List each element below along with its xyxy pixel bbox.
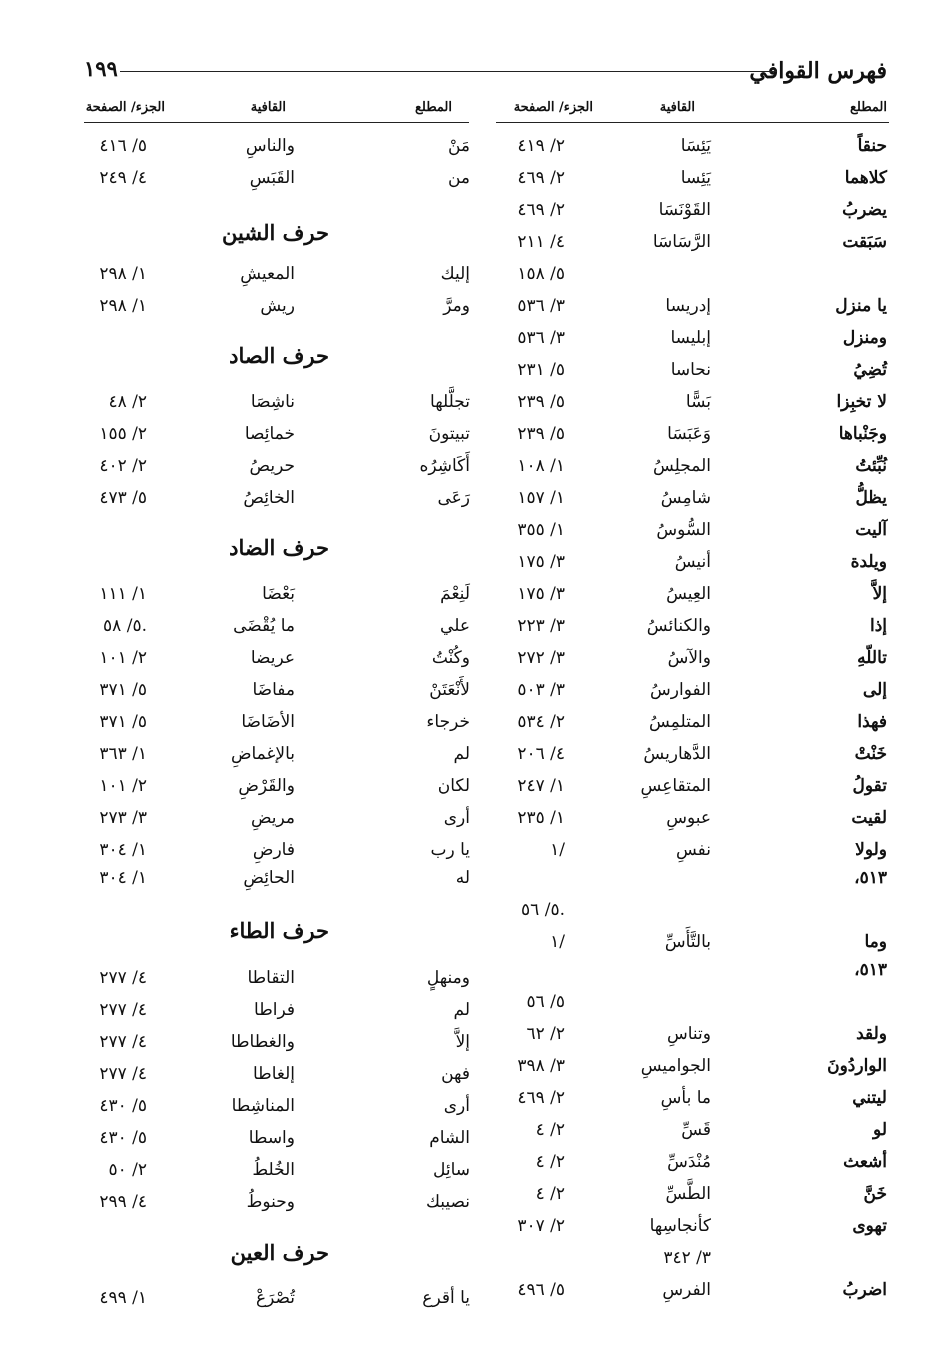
left-row-ref: ٢/ ٤٨ (108, 392, 147, 412)
left-row-qafiya: إلغاطا (253, 1064, 295, 1084)
left-row-matla: أرى (443, 1096, 470, 1116)
right-row-matla: إلى (862, 680, 887, 700)
right-row-ref: ٣/ ٣٩٨ (517, 1056, 565, 1076)
left-row-qafiya: الأضَاضَا (241, 712, 295, 732)
left-row-matla: تبيتونَ (428, 424, 470, 444)
left-row-matla: لم (453, 1000, 470, 1020)
page-number: ١٩٩ (84, 56, 118, 81)
right-row-qafiya: يَئِسا (680, 168, 711, 188)
left-row-matla: نصيبك (425, 1192, 470, 1212)
right-row-qafiya: الدَّهاريسُ (643, 744, 711, 764)
right-row-matla: تقولُ (852, 776, 887, 796)
right-row-qafiya: الطَّسِّ (665, 1184, 711, 1204)
left-row-ref: ٥/ ٣٧١ (99, 680, 147, 700)
left-row-ref: ١/ ٤٩٩ (99, 1288, 147, 1308)
right-row-matla: ويلدة (850, 552, 887, 572)
right-row-ref: ١/ (550, 932, 565, 952)
left-row-qafiya: والغطاطا (230, 1032, 295, 1052)
left-row-matla: له (455, 868, 470, 888)
right-row-matla: لقيت (851, 808, 887, 828)
left-row-matla: من (447, 168, 470, 188)
right-row-ref: ٢/ ٤ (535, 1184, 565, 1204)
right-row-matla: يضربُ (842, 200, 887, 220)
left-row-qafiya: المناشِطا (231, 1096, 295, 1116)
left-row-qafiya: بَعْضَا (262, 584, 295, 604)
left-row-qafiya: مريضِ (250, 808, 295, 828)
right-row-matla: لا تخبِزا (836, 392, 887, 412)
right-row-matla: لو (873, 1120, 887, 1140)
left-row-ref: ١/ ٣٦٣ (99, 744, 147, 764)
left-row-ref: ٢/ ٥٠ (108, 1160, 147, 1180)
right-row-qafiya: نحاسا (670, 360, 711, 380)
right-row-ref: ١/ ٢٤٧ (517, 776, 565, 796)
left-row-ref: ٤/ ٢٧٧ (99, 1032, 147, 1052)
left-row-qafiya: حريصُ (249, 456, 295, 476)
left-row-qafiya: ما يُقْضَى (233, 616, 295, 636)
left-row-qafiya: فراطا (254, 1000, 295, 1020)
left-row-matla: لأَنْعَتَنْ (429, 680, 470, 700)
left-row-qafiya: عريضا (250, 648, 295, 668)
right-row-matla: وما (864, 932, 887, 952)
right-row-matla: كلاهما (844, 168, 887, 188)
left-row-matla: خرجاء (426, 712, 470, 732)
page-title: فهرس القوافي (749, 58, 887, 84)
right-row-ref: ٥/ ٢٣٩ (517, 392, 565, 412)
right-row-ref: ٥/ ١٥٨ (517, 264, 565, 284)
left-row-qafiya: الخُلطُ (252, 1160, 295, 1180)
right-row-matla: آليت (855, 520, 887, 540)
right-row-matla: ٥١٣، (854, 960, 887, 980)
left-row-qafiya: الحائِضِ (243, 868, 295, 888)
left-row-ref: ٥/ ٤٣٠ (99, 1096, 147, 1116)
right-row-matla: يا منزل (835, 296, 887, 316)
left-row-qafiya: التقاطا (247, 968, 295, 988)
right-row-matla: ولقد (856, 1024, 887, 1044)
right-row-ref: ٢/ ٤ (535, 1152, 565, 1172)
section-heading: حرف الصاد (229, 343, 329, 368)
right-row-ref: ٣/ ٥٣٦ (517, 328, 565, 348)
section-heading: حرف الشين (222, 220, 329, 245)
right-row-qafiya: الفرسِ (662, 1280, 711, 1300)
left-row-qafiya: تُصْرَعْ (256, 1288, 295, 1308)
left-row-ref: ٢/ ١٠١ (99, 776, 147, 796)
right-row-qafiya: يَئِسَا (680, 136, 711, 156)
left-row-ref: ٢/ ١٥٥ (99, 424, 147, 444)
left-row-matla: سائِل (432, 1160, 470, 1180)
right-row-qafiya: بالتَّأَسِّ (664, 932, 711, 952)
left-row-qafiya: ناشِصَا (250, 392, 295, 412)
right-row-matla: حنقاً (857, 136, 887, 156)
left-row-ref: ٢/ ٤٠٢ (99, 456, 147, 476)
section-heading: حرف الطاء (229, 918, 329, 943)
left-row-ref: ٤/ ٢٧٧ (99, 1000, 147, 1020)
right-row-qafiya: الرَّسَاسَا (652, 232, 711, 252)
left-row-ref: ٥/ ٤٧٣ (99, 488, 147, 508)
right-row-qafiya: نفسِ (675, 840, 711, 860)
right-row-ref: ٢/ ٤ (535, 1120, 565, 1140)
left-row-matla: أَكَاشِرُه (419, 456, 470, 476)
right-row-matla: ٥١٣، (854, 868, 887, 888)
left-row-matla: لَنِعْمَ (440, 584, 470, 604)
section-heading: حرف الضاد (229, 535, 329, 560)
right-row-matla: تاللّهِ (857, 648, 887, 668)
right-row-ref: ٢/ ٤٦٩ (517, 200, 565, 220)
right-row-qafiya: المجلِسُ (652, 456, 711, 476)
right-row-matla: أشعث (843, 1152, 887, 1172)
right-row-ref: ١/ ١٥٧ (517, 488, 565, 508)
left-row-matla: لم (453, 744, 470, 764)
right-row-ref: ٢/ ٤٦٩ (517, 168, 565, 188)
left-row-matla: وكُنْتُ (431, 648, 470, 668)
right-row-qafiya: ٣/ ٣٤٢ (663, 1248, 711, 1268)
left-row-qafiya: بالإغماضِ (230, 744, 295, 764)
right-row-qafiya: شامِسُ (660, 488, 711, 508)
left-row-ref: ١/ ٢٩٨ (99, 296, 147, 316)
left-row-ref: ٥/ ٥٨. (103, 616, 147, 636)
right-row-matla: خَنَّ (863, 1184, 887, 1204)
right-row-matla: يظلُّ (855, 488, 887, 508)
left-row-qafiya: القَبَسِ (249, 168, 295, 188)
right-row-ref: ٣/ ١٧٥ (517, 552, 565, 572)
right-row-ref: ٥/ ٢٣٩ (517, 424, 565, 444)
left-row-qafiya: واسطا (248, 1128, 295, 1148)
left-row-ref: ١/ ٣٠٤ (99, 840, 147, 860)
right-row-matla: إذا (869, 616, 887, 636)
col-head-qafiya-left: القافية (250, 100, 286, 115)
right-row-qafiya: كأنجاسِها (649, 1216, 711, 1236)
right-row-matla: نُبِّئتُ (855, 456, 887, 476)
right-row-matla: ليتني (852, 1088, 887, 1108)
column-header-rule-left (84, 122, 469, 123)
left-row-ref: ٤/ ٢٧٧ (99, 1064, 147, 1084)
left-row-qafiya: والناسِ (245, 136, 295, 156)
left-row-ref: ٤/ ٢٩٩ (99, 1192, 147, 1212)
right-row-qafiya: والكنائسُ (646, 616, 711, 636)
right-row-qafiya: الفوارسُ (650, 680, 711, 700)
left-row-qafiya: فارضِ (252, 840, 295, 860)
right-row-qafiya: القَوْنَسَا (658, 200, 711, 220)
left-row-ref: ١/ ٢٩٨ (99, 264, 147, 284)
right-row-matla: سَبَقت (842, 232, 887, 252)
left-row-matla: علي (440, 616, 470, 636)
left-row-ref: ١/ ٣٠٤ (99, 868, 147, 888)
left-row-matla: إلاَّ (455, 1032, 470, 1052)
left-row-matla: أرى (443, 808, 470, 828)
left-row-matla: فهن (441, 1064, 470, 1084)
col-head-ref-right: الجزء/ الصفحة (513, 100, 593, 115)
right-row-qafiya: أنيسُ (674, 552, 711, 572)
col-head-matla-right: المطلع (850, 100, 887, 115)
right-row-matla: اضربُ (842, 1280, 887, 1300)
left-row-matla: رَعَى (437, 488, 470, 508)
right-row-matla: إلاَّ (872, 584, 887, 604)
right-row-matla: ولولا (855, 840, 887, 860)
left-row-matla: مَنْ (447, 136, 470, 156)
right-row-qafiya: مُنْدَسِّ (667, 1152, 711, 1172)
right-row-qafiya: إدريسا (665, 296, 711, 316)
right-row-matla: تهوى (852, 1216, 887, 1236)
right-row-ref: ٢/ ٣٠٧ (517, 1216, 565, 1236)
left-row-qafiya: وحنوطُ (246, 1192, 295, 1212)
right-row-matla: خَنْتْ (854, 744, 887, 764)
col-head-matla-left: المطلع (415, 100, 452, 115)
right-row-ref: ٤/ ٢١١ (517, 232, 565, 252)
left-row-ref: ٤/ ٢٧٧ (99, 968, 147, 988)
right-row-ref: ٣/ ٥٠٣ (517, 680, 565, 700)
left-row-qafiya: الخائِصُ (243, 488, 295, 508)
right-row-ref: ٣/ ٥٣٦ (517, 296, 565, 316)
right-row-qafiya: إبليسا (670, 328, 711, 348)
right-row-qafiya: وَعَبَسَا (667, 424, 711, 444)
right-row-ref: ٤/ ٢٠٦ (517, 744, 565, 764)
left-row-ref: ١/ ١١١ (99, 584, 147, 604)
left-row-matla: لكان (437, 776, 470, 796)
right-row-ref: ٢/ ٤٦٩ (517, 1088, 565, 1108)
left-row-qafiya: المعيشِ (240, 264, 295, 284)
left-row-qafiya: خمائِصا (244, 424, 295, 444)
right-row-ref: ١/ ٢٣٥ (517, 808, 565, 828)
right-row-ref: ٥/ ٥٦ (526, 992, 565, 1012)
left-row-qafiya: مفاضَا (252, 680, 295, 700)
right-row-ref: ١/ ١٠٨ (517, 456, 565, 476)
right-row-qafiya: بَسًّا (685, 392, 711, 412)
right-row-matla: الواردُونَ (827, 1056, 887, 1076)
right-row-ref: ٥/ ٥٦. (521, 900, 565, 920)
header-rule (120, 71, 777, 72)
right-row-matla: ومنزل (842, 328, 887, 348)
col-head-ref-left: الجزء/ الصفحة (85, 100, 165, 115)
right-row-ref: ٢/ ٦٢ (526, 1024, 565, 1044)
right-row-ref: ١/ (550, 840, 565, 860)
right-row-ref: ٢/ ٤١٩ (517, 136, 565, 156)
right-row-qafiya: المتقاعِسِ (640, 776, 711, 796)
left-row-ref: ٥/ ٤٣٠ (99, 1128, 147, 1148)
right-row-qafiya: وتناسِ (666, 1024, 711, 1044)
right-row-qafiya: العِيسُ (666, 584, 711, 604)
right-row-qafiya: السُّوسُ (656, 520, 711, 540)
right-row-ref: ٣/ ١٧٥ (517, 584, 565, 604)
left-row-ref: ٣/ ٢٧٣ (99, 808, 147, 828)
left-row-ref: ٢/ ١٠١ (99, 648, 147, 668)
left-row-qafiya: ريش (260, 296, 295, 316)
left-row-ref: ٥/ ٤١٦ (99, 136, 147, 156)
right-row-qafiya: قَسِّ (681, 1120, 711, 1140)
right-row-matla: فهذا (857, 712, 887, 732)
right-row-qafiya: عبوسِ (666, 808, 711, 828)
right-row-ref: ٣/ ٢٢٣ (517, 616, 565, 636)
left-row-matla: يا أقرع (422, 1288, 470, 1308)
left-row-matla: إليك (440, 264, 470, 284)
right-row-ref: ١/ ٣٥٥ (517, 520, 565, 540)
right-row-ref: ٢/ ٥٣٤ (517, 712, 565, 732)
right-row-ref: ٣/ ٢٧٢ (517, 648, 565, 668)
left-row-ref: ٤/ ٢٤٩ (99, 168, 147, 188)
right-row-matla: تُضِيُ (853, 360, 887, 380)
left-row-matla: ومنهلٍ (426, 968, 470, 988)
left-row-matla: يا رب (430, 840, 470, 860)
right-row-qafiya: الجواميسِ (640, 1056, 711, 1076)
left-row-matla: تجلَّلها (430, 392, 470, 412)
right-row-ref: ٥/ ٢٣١ (517, 360, 565, 380)
left-row-matla: ومرَّ (443, 296, 470, 316)
right-row-qafiya: والآسُ (667, 648, 711, 668)
section-heading: حرف العين (230, 1240, 329, 1265)
right-row-ref: ٥/ ٤٩٦ (517, 1280, 565, 1300)
left-row-ref: ٥/ ٣٧١ (99, 712, 147, 732)
left-row-matla: الشام (429, 1128, 470, 1148)
left-row-qafiya: والقَرْضِ (238, 776, 295, 796)
right-row-qafiya: المتلمِسُ (649, 712, 711, 732)
col-head-qafiya-right: القافية (659, 100, 695, 115)
right-row-matla: وجَنْباها (838, 424, 887, 444)
right-row-qafiya: ما بأسِ (660, 1088, 711, 1108)
column-header-rule-right (496, 122, 889, 123)
